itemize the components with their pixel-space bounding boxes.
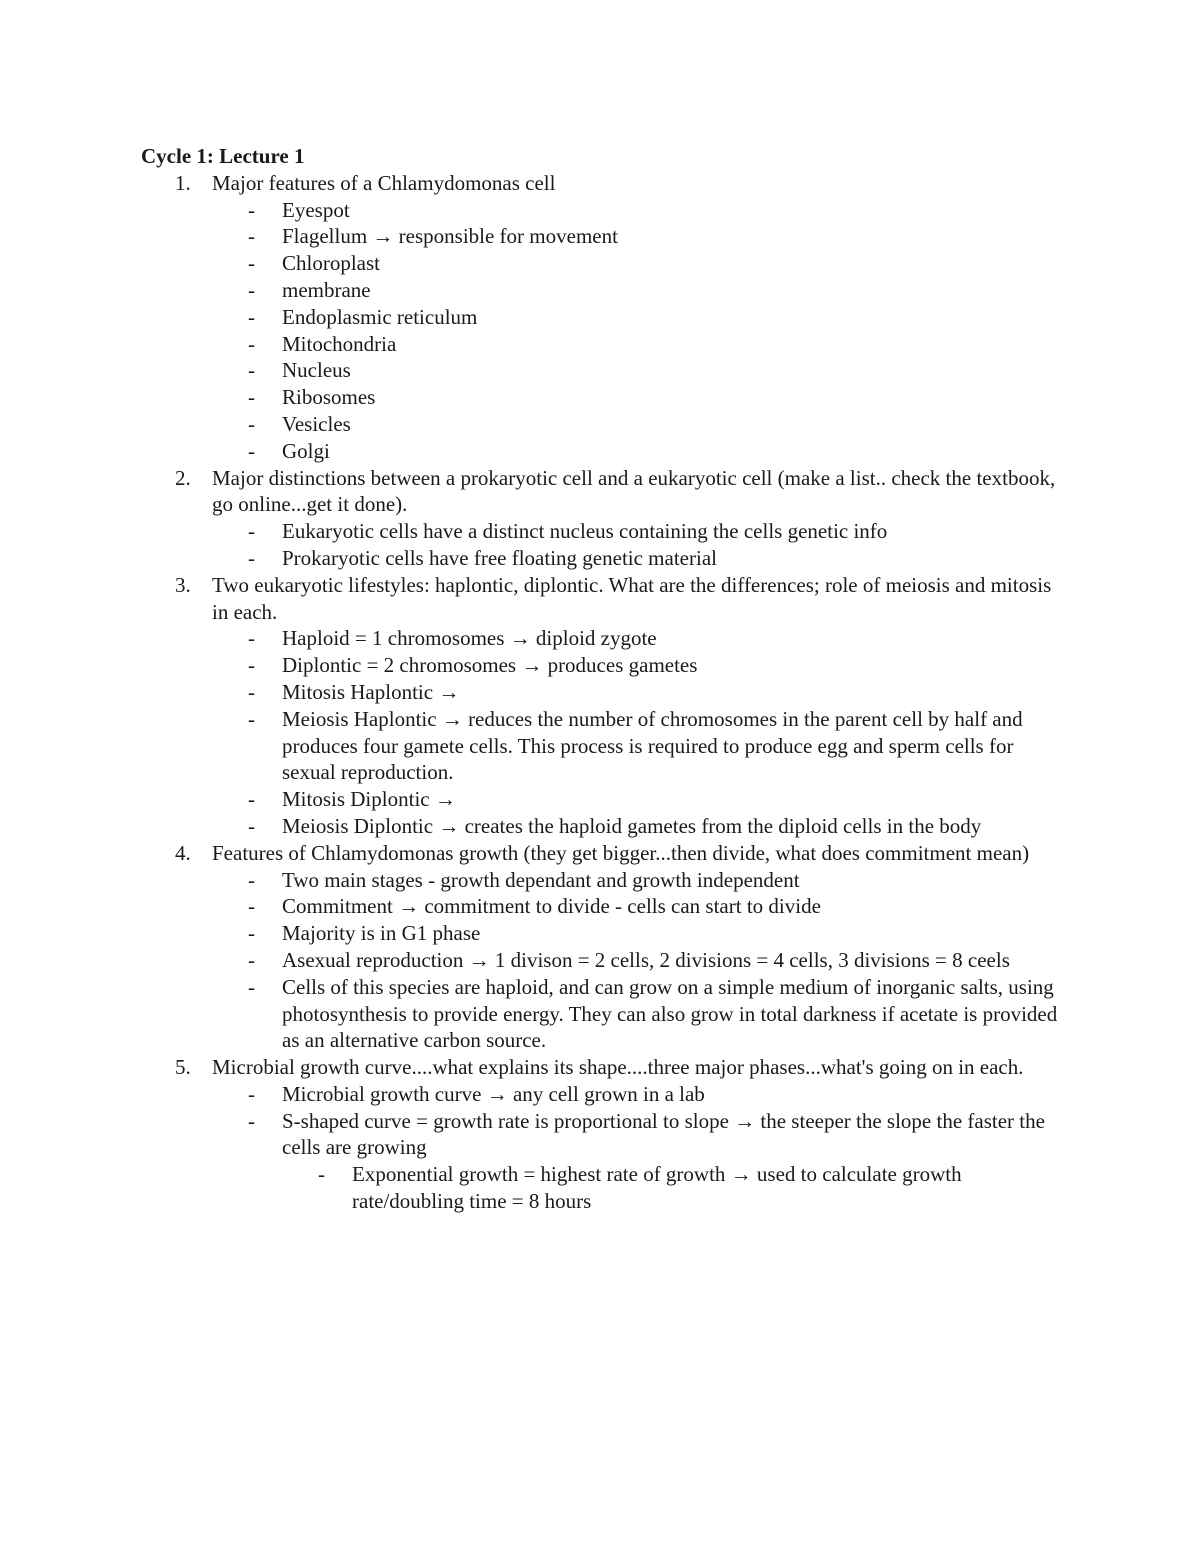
bullet-text: Mitosis Haplontic → — [282, 679, 460, 704]
bullet-item — [141, 331, 1061, 358]
bullet-item — [141, 625, 1061, 652]
bullet-item — [141, 706, 1061, 786]
bullet-item — [141, 1081, 1061, 1108]
dash-bullet-icon: - — [248, 385, 255, 410]
bullet-item — [141, 679, 1061, 706]
bullet-item — [141, 947, 1061, 974]
dash-bullet-icon: - — [248, 626, 255, 651]
bullet-item — [141, 438, 1061, 465]
dash-bullet-icon: - — [248, 974, 255, 999]
bullet-item — [141, 277, 1061, 304]
dash-bullet-icon: - — [248, 304, 255, 329]
bullet-text: Two main stages - growth dependant and growth independent — [282, 867, 800, 892]
item-heading: Major distinctions between a prokaryotic cell and a eukaryotic cell (make a list.. check the textbook, go online...get it done). — [212, 465, 1056, 517]
dash-bullet-icon: - — [248, 251, 255, 276]
page-title: Cycle 1: Lecture 1 — [141, 144, 305, 168]
dash-bullet-icon: - — [248, 1108, 255, 1133]
bullet-item — [141, 1108, 1061, 1215]
bullet-text: Flagellum → responsible for movement — [282, 224, 618, 249]
bullet-item — [141, 384, 1061, 411]
dash-bullet-icon: - — [248, 1081, 255, 1106]
dash-bullet-icon: - — [248, 921, 255, 946]
bullet-text: Vesicles — [282, 411, 351, 436]
bullet-text: Meiosis Diplontic → creates the haploid gametes from the diploid cells in the body — [282, 813, 982, 838]
item-heading: Two eukaryotic lifestyles: haplontic, diplontic. What are the differences; role of meiosis and mitosis in each. — [212, 572, 1052, 624]
item-number: 5. — [175, 1055, 191, 1080]
bullet-list — [141, 1081, 1061, 1215]
dash-bullet-icon: - — [248, 894, 255, 919]
numbered-item — [141, 170, 1061, 465]
bullet-item — [141, 411, 1061, 438]
item-heading: Features of Chlamydomonas growth (they get bigger...then divide, what does commitment mean) — [212, 840, 1030, 865]
bullet-text: Haploid = 1 chromosomes → diploid zygote — [282, 626, 657, 651]
bullet-text: Golgi — [282, 438, 330, 463]
bullet-text: Prokaryotic cells have free floating genetic material — [282, 545, 717, 570]
bullet-text: membrane — [282, 277, 371, 302]
dash-bullet-icon: - — [248, 277, 255, 302]
bullet-text: Eyespot — [282, 197, 350, 222]
bullet-text: Microbial growth curve → any cell grown in a lab — [282, 1081, 705, 1106]
item-number: 2. — [175, 465, 191, 490]
bullet-item — [141, 518, 1061, 545]
dash-bullet-icon: - — [248, 197, 255, 222]
bullet-text: Commitment → commitment to divide - cells can start to divide — [282, 894, 821, 919]
bullet-list — [141, 625, 1061, 839]
bullet-item — [141, 357, 1061, 384]
bullet-list — [141, 518, 1061, 572]
bullet-item — [141, 223, 1061, 250]
bullet-item — [141, 250, 1061, 277]
bullet-item — [141, 867, 1061, 894]
bullet-text: Nucleus — [282, 358, 351, 383]
dash-bullet-icon: - — [248, 224, 255, 249]
bullet-text: Asexual reproduction → 1 divison = 2 cells, 2 divisions = 4 cells, 3 divisions = 8 ceels — [282, 947, 1010, 972]
numbered-list — [141, 170, 1061, 1215]
dash-bullet-icon: - — [248, 679, 255, 704]
bullet-text: Mitochondria — [282, 331, 397, 356]
numbered-item — [141, 840, 1061, 1054]
item-number: 1. — [175, 170, 191, 195]
item-number: 4. — [175, 840, 191, 865]
dash-bullet-icon: - — [248, 519, 255, 544]
dash-bullet-icon: - — [248, 947, 255, 972]
bullet-item — [141, 920, 1061, 947]
bullet-item — [141, 893, 1061, 920]
bullet-item — [141, 304, 1061, 331]
bullet-text: Diplontic = 2 chromosomes → produces gametes — [282, 653, 698, 678]
bullet-item — [141, 652, 1061, 679]
dash-bullet-icon: - — [248, 358, 255, 383]
bullet-text: Exponential growth = highest rate of growth → used to calculate growth rate/doubling time = 8 hours — [352, 1162, 962, 1214]
bullet-text: S-shaped curve = growth rate is proportional to slope → the steeper the slope the faster the cells are growing — [282, 1108, 1045, 1160]
dash-bullet-icon: - — [248, 411, 255, 436]
bullet-text: Meiosis Haplontic → reduces the number of chromosomes in the parent cell by half and produces four gamete cells. This process is required to produce egg and sperm cells for sexual reproduction. — [282, 706, 1023, 785]
bullet-item — [141, 545, 1061, 572]
bullet-list — [141, 197, 1061, 465]
bullet-text: Ribosomes — [282, 385, 376, 410]
item-heading: Microbial growth curve....what explains its shape....three major phases...what's going on in each. — [212, 1055, 1024, 1080]
item-heading: Major features of a Chlamydomonas cell — [212, 170, 556, 195]
dash-bullet-icon: - — [248, 706, 255, 731]
bullet-item — [141, 813, 1061, 840]
dash-bullet-icon: - — [248, 331, 255, 356]
nested-bullet-list — [141, 1161, 1061, 1215]
dash-bullet-icon: - — [248, 545, 255, 570]
dash-bullet-icon: - — [318, 1162, 325, 1187]
bullet-text: Mitosis Diplontic → — [282, 787, 456, 812]
bullet-text: Eukaryotic cells have a distinct nucleus containing the cells genetic info — [282, 519, 888, 544]
bullet-list — [141, 867, 1061, 1055]
numbered-item — [141, 465, 1061, 572]
bullet-item — [141, 197, 1061, 224]
numbered-item — [141, 1054, 1061, 1215]
numbered-item — [141, 572, 1061, 840]
item-number: 3. — [175, 572, 191, 597]
bullet-text: Cells of this species are haploid, and can grow on a simple medium of inorganic salts, using photosynthesis to provide energy. They can also grow in total darkness if acetate is provided as an alternative carbon source. — [282, 974, 1058, 1053]
dash-bullet-icon: - — [248, 787, 255, 812]
dash-bullet-icon: - — [248, 653, 255, 678]
bullet-text: Endoplasmic reticulum — [282, 304, 478, 329]
dash-bullet-icon: - — [248, 438, 255, 463]
dash-bullet-icon: - — [248, 867, 255, 892]
bullet-text: Chloroplast — [282, 251, 380, 276]
notes-content — [141, 143, 1061, 1215]
bullet-item — [141, 786, 1061, 813]
bullet-item — [141, 974, 1061, 1054]
dash-bullet-icon: - — [248, 813, 255, 838]
nested-bullet-item — [141, 1161, 1061, 1215]
bullet-text: Majority is in G1 phase — [282, 921, 481, 946]
